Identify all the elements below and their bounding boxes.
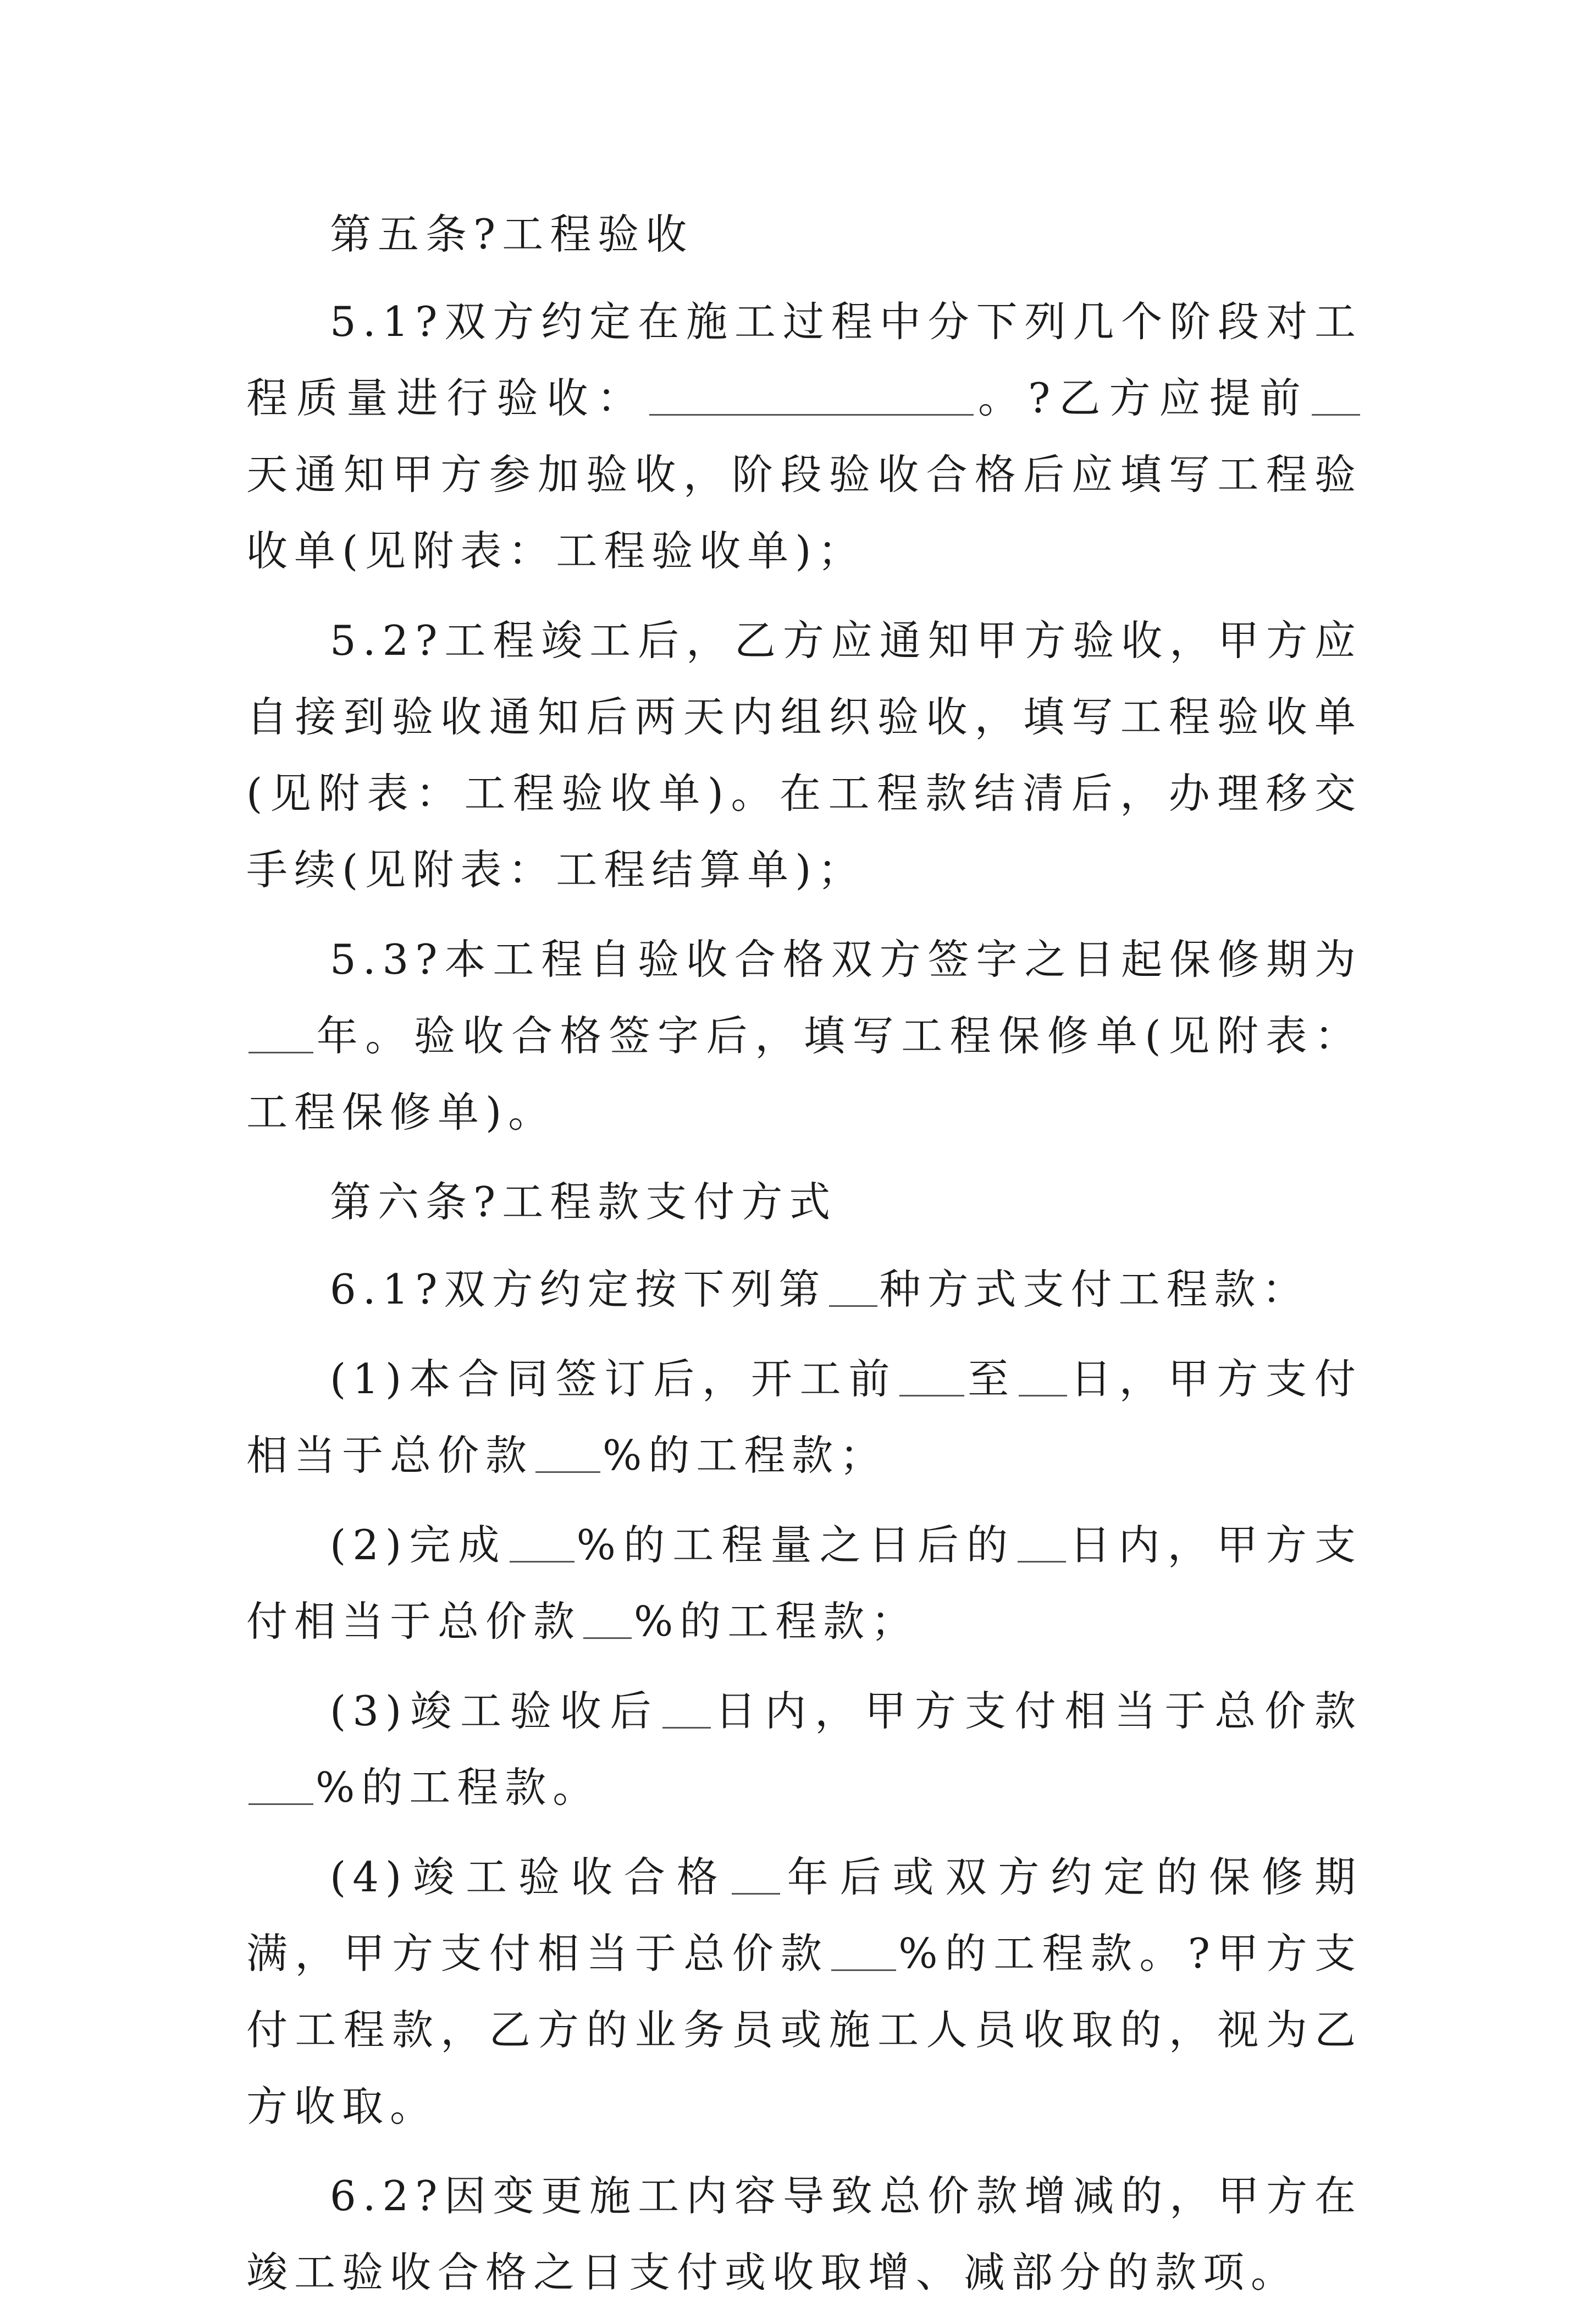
payment-item-4: (4)竣工验收合格 年后或双方约定的保修期满，甲方支付相当于总价款 %的工程款。?甲方支付工程款，乙方的业务员或施工人员收取的，视为乙方收取。 — [246, 1853, 1362, 2130]
document-page — [246, 196, 1362, 2324]
blank-work-percent — [510, 1520, 574, 1563]
article-6-heading: 第六条?工程款支付方式 — [330, 1178, 837, 1226]
blank-payment-method — [829, 1264, 877, 1307]
payment-item-3: (3)竣工验收后 日内，甲方支付相当于总价款%的工程款。 — [246, 1673, 1362, 1826]
blank-years-4 — [732, 1852, 780, 1895]
payment-item-2: (2)完成 %的工程量之日后的 日内，甲方支付相当于总价款 %的工程款； — [246, 1521, 1362, 1646]
clause-6-2: 6.2?因变更施工内容导致总价款增减的，甲方在竣工验收合格之日支付或收取增、减部分的款项。 — [246, 2172, 1362, 2297]
blank-end-day — [1019, 1354, 1067, 1396]
blank-percent-4 — [831, 1928, 896, 1971]
article-5-heading: 第五条?工程验收 — [330, 210, 694, 258]
blank-acceptance-stages — [649, 373, 974, 416]
blank-warranty-years — [248, 1011, 313, 1053]
payment-item-1: (1)本合同签订后，开工前 至 日，甲方支付相当于总价款 %的工程款； — [246, 1355, 1362, 1480]
clause-5-1: 5.1?双方约定在施工过程中分下列几个阶段对工程质量进行验收： 。?乙方应提前天通知甲方参加验收，阶段验收合格后应填写工程验收单(见附表：工程验收单)； — [246, 297, 1362, 575]
blank-start-day — [899, 1354, 964, 1396]
blank-days-3 — [662, 1686, 711, 1729]
blank-percent-1 — [535, 1430, 600, 1473]
blank-percent-3 — [248, 1762, 313, 1805]
clause-5-2: 5.2?工程竣工后，乙方应通知甲方验收，甲方应自接到验收通知后两天内组织验收，填写工程验收单(见附表：工程验收单)。在工程款结清后，办理移交手续(见附表：工程结算单)； — [246, 616, 1362, 894]
blank-notice-days — [1312, 373, 1360, 416]
blank-days-2 — [1018, 1520, 1066, 1563]
blank-percent-2 — [583, 1596, 632, 1639]
clause-5-3: 5.3?本工程自验收合格双方签字之日起保修期为年。验收合格签字后，填写工程保修单(见附表：工程保修单)。 — [246, 935, 1362, 1136]
clause-6-1: 6.1?双方约定按下列第 种方式支付工程款： — [330, 1265, 1310, 1313]
